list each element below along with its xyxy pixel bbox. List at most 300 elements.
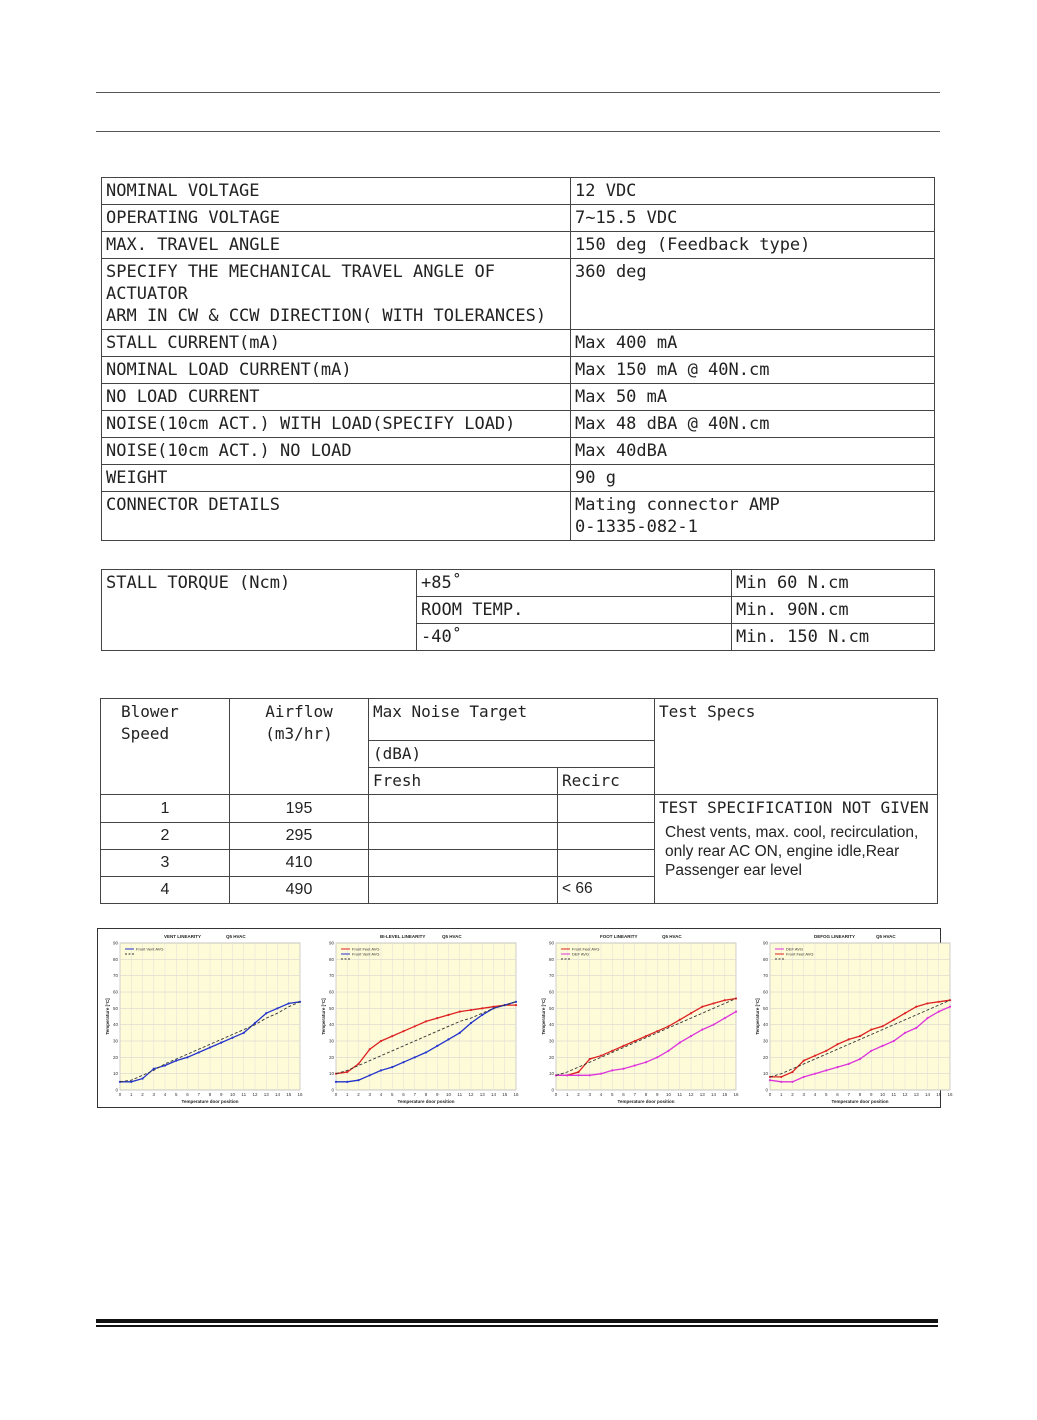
data-point: [447, 1014, 449, 1016]
x-tick-label: 8: [424, 1092, 428, 1097]
spec-value: Max 150 mA @ 40N.cm: [571, 357, 935, 384]
data-point: [769, 1079, 771, 1081]
data-point: [656, 1056, 658, 1058]
data-point: [915, 1027, 917, 1029]
actuator-spec-table: [101, 177, 935, 541]
data-point: [690, 1012, 692, 1014]
y-tick-label: 10: [112, 1071, 118, 1077]
test-spec-cell: [655, 795, 938, 904]
y-tick-label: 80: [548, 956, 554, 962]
data-point: [881, 1025, 883, 1027]
data-point: [634, 1040, 636, 1042]
data-point: [611, 1050, 613, 1052]
data-point: [814, 1055, 816, 1057]
table-row: [102, 178, 935, 205]
spec-key: NOMINAL VOLTAGE: [102, 178, 571, 205]
spec-key: SPECIFY THE MECHANICAL TRAVEL ANGLE OF ACTUATOR ARM IN CW & CCW DIRECTION( WITH TOLERANCES): [102, 259, 571, 330]
legend-label: Front Feet AVG: [352, 946, 380, 952]
data-point: [825, 1050, 827, 1052]
airflow-cell: 490: [230, 877, 369, 904]
x-tick-label: 2: [141, 1092, 144, 1097]
data-point: [589, 1074, 591, 1076]
data-point: [690, 1035, 692, 1037]
x-tick-label: 6: [622, 1092, 625, 1097]
data-point: [357, 1079, 359, 1081]
y-tick-label: 60: [762, 989, 768, 995]
recirc-cell: < 66: [558, 877, 655, 904]
data-point: [803, 1076, 805, 1078]
y-tick-label: 20: [112, 1054, 118, 1060]
x-tick-label: 14: [924, 1092, 931, 1097]
x-tick-label: 7: [633, 1092, 637, 1097]
x-tick-label: 7: [197, 1092, 201, 1097]
x-tick-label: 16: [297, 1092, 303, 1097]
airflow-cell: 195: [230, 795, 369, 823]
y-tick-label: 80: [328, 956, 334, 962]
recirc-cell: [558, 823, 655, 850]
speed-cell: 3: [101, 850, 230, 877]
data-point: [402, 1030, 404, 1032]
x-tick-label: 11: [891, 1092, 897, 1097]
data-point: [346, 1081, 348, 1083]
data-point: [459, 1011, 461, 1013]
data-point: [436, 1045, 438, 1047]
data-point: [600, 1055, 602, 1057]
spec-value: 150 deg (Feedback type): [571, 232, 935, 259]
data-point: [130, 1081, 132, 1083]
data-point: [346, 1071, 348, 1073]
data-point: [276, 1007, 278, 1009]
test-spec-title: TEST SPECIFICATION NOT GIVEN: [659, 798, 929, 817]
x-tick-label: 4: [813, 1092, 817, 1097]
data-point: [566, 1074, 568, 1076]
speed-cell: 2: [101, 823, 230, 850]
x-tick-label: 1: [779, 1092, 783, 1097]
table-row: [102, 438, 935, 465]
x-tick-label: 1: [565, 1092, 569, 1097]
data-point: [577, 1074, 579, 1076]
data-point: [425, 1020, 427, 1022]
x-tick-label: 13: [479, 1092, 485, 1097]
linearity-chart: [104, 929, 309, 1105]
data-point: [470, 1009, 472, 1011]
x-tick-label: 2: [577, 1092, 580, 1097]
y-tick-label: 20: [548, 1054, 554, 1060]
spec-key: NOISE(10cm ACT.) WITH LOAD(SPECIFY LOAD): [102, 411, 571, 438]
y-axis-label: Temperature [°C]: [105, 998, 110, 1035]
speed-cell: 4: [101, 877, 230, 904]
x-tick-label: 3: [368, 1092, 372, 1097]
stall-torque-table: [101, 569, 935, 651]
header-fresh: Fresh: [369, 768, 558, 795]
y-axis-label: Temperature [°C]: [541, 998, 546, 1035]
data-point: [859, 1058, 861, 1060]
x-tick-label: 9: [869, 1092, 873, 1097]
x-tick-label: 4: [163, 1092, 167, 1097]
airflow-cell: 295: [230, 823, 369, 850]
data-point: [881, 1045, 883, 1047]
x-tick-label: 13: [263, 1092, 269, 1097]
spec-key: NOISE(10cm ACT.) NO LOAD: [102, 438, 571, 465]
data-point: [735, 1011, 737, 1013]
x-tick-label: 1: [345, 1092, 349, 1097]
data-point: [265, 1012, 267, 1014]
data-point: [391, 1066, 393, 1068]
data-point: [803, 1060, 805, 1062]
data-point: [915, 1006, 917, 1008]
table-row: [102, 205, 935, 232]
y-tick-label: 30: [112, 1038, 118, 1044]
table-row: [102, 357, 935, 384]
data-point: [414, 1025, 416, 1027]
data-point: [701, 1028, 703, 1030]
data-point: [589, 1058, 591, 1060]
fresh-cell: [369, 795, 558, 823]
data-point: [870, 1028, 872, 1030]
data-point: [380, 1069, 382, 1071]
fresh-cell: [369, 877, 558, 904]
y-tick-label: 70: [548, 973, 554, 979]
spec-key: NOMINAL LOAD CURRENT(mA): [102, 357, 571, 384]
spec-value: Max 40dBA: [571, 438, 935, 465]
x-tick-label: 5: [610, 1092, 614, 1097]
data-point: [645, 1035, 647, 1037]
x-tick-label: 14: [490, 1092, 497, 1097]
chart-title: BI-LEVEL LINEARITY: [380, 934, 426, 939]
data-point: [870, 1050, 872, 1052]
y-tick-label: 30: [548, 1038, 554, 1044]
y-tick-label: 50: [328, 1005, 334, 1011]
data-point: [926, 1002, 928, 1004]
x-tick-label: 2: [357, 1092, 360, 1097]
linearity-chart: [754, 929, 959, 1105]
y-tick-label: 10: [328, 1071, 334, 1077]
x-tick-label: 11: [457, 1092, 463, 1097]
x-tick-label: 3: [152, 1092, 156, 1097]
data-point: [209, 1046, 211, 1048]
data-point: [938, 1001, 940, 1003]
y-tick-label: 90: [548, 940, 554, 946]
data-point: [679, 1042, 681, 1044]
table-row: [102, 232, 935, 259]
data-point: [836, 1043, 838, 1045]
x-tick-label: 15: [936, 1092, 942, 1097]
x-tick-label: 0: [554, 1092, 558, 1097]
table-row: [102, 259, 935, 330]
data-point: [926, 1017, 928, 1019]
table-row: [102, 570, 935, 597]
table-row: [102, 492, 935, 541]
x-tick-label: 14: [274, 1092, 281, 1097]
y-tick-label: 40: [112, 1022, 118, 1028]
chart-subtitle: Q5 HVAC: [876, 934, 896, 939]
spec-key: STALL CURRENT(mA): [102, 330, 571, 357]
x-axis-label: Temperature door position: [181, 1099, 239, 1104]
data-point: [335, 1081, 337, 1083]
table-row: [101, 699, 938, 741]
spec-key: MAX. TRAVEL ANGLE: [102, 232, 571, 259]
torque-value: Min. 150 N.cm: [732, 624, 935, 651]
spec-value: Max 48 dBA @ 40N.cm: [571, 411, 935, 438]
data-point: [515, 1004, 517, 1006]
legend-label: Front Feet AVG: [786, 951, 814, 957]
stall-torque-label: STALL TORQUE (Ncm): [102, 570, 417, 651]
x-tick-label: 8: [858, 1092, 862, 1097]
y-tick-label: 60: [328, 989, 334, 995]
x-tick-label: 0: [118, 1092, 122, 1097]
x-tick-label: 5: [390, 1092, 394, 1097]
data-point: [893, 1040, 895, 1042]
data-point: [391, 1035, 393, 1037]
data-point: [622, 1068, 624, 1070]
data-point: [611, 1069, 613, 1071]
spec-value: 7~15.5 VDC: [571, 205, 935, 232]
y-tick-label: 10: [548, 1071, 554, 1077]
data-point: [254, 1022, 256, 1024]
x-tick-label: 16: [947, 1092, 953, 1097]
y-tick-label: 30: [762, 1038, 768, 1044]
data-point: [380, 1040, 382, 1042]
y-tick-label: 0: [331, 1087, 334, 1093]
data-point: [904, 1032, 906, 1034]
data-point: [577, 1071, 579, 1073]
data-point: [825, 1069, 827, 1071]
header-blower-speed: Blower Speed: [101, 699, 230, 795]
x-tick-label: 6: [836, 1092, 839, 1097]
torque-temp: +85˚: [417, 570, 732, 597]
x-tick-label: 10: [229, 1092, 236, 1097]
x-tick-label: 13: [699, 1092, 705, 1097]
header-rule-top: [96, 92, 940, 93]
x-tick-label: 0: [768, 1092, 772, 1097]
x-tick-label: 7: [847, 1092, 851, 1097]
header-test-specs: Test Specs: [655, 699, 938, 795]
airflow-cell: 410: [230, 850, 369, 877]
data-point: [780, 1081, 782, 1083]
spec-key: NO LOAD CURRENT: [102, 384, 571, 411]
table-row: [101, 795, 938, 823]
data-point: [814, 1073, 816, 1075]
footer-rule-thick: [96, 1319, 938, 1323]
data-point: [459, 1032, 461, 1034]
y-tick-label: 0: [115, 1087, 118, 1093]
y-tick-label: 50: [112, 1005, 118, 1011]
x-tick-label: 7: [413, 1092, 417, 1097]
x-axis-label: Temperature door position: [397, 1099, 455, 1104]
x-tick-label: 1: [129, 1092, 133, 1097]
table-row: [102, 411, 935, 438]
data-point: [515, 1001, 517, 1003]
y-tick-label: 40: [548, 1022, 554, 1028]
linearity-charts-panel: [97, 928, 953, 1108]
x-tick-label: 8: [644, 1092, 648, 1097]
data-point: [667, 1050, 669, 1052]
spec-key: WEIGHT: [102, 465, 571, 492]
y-tick-label: 0: [551, 1087, 554, 1093]
y-tick-label: 60: [112, 989, 118, 995]
header-dba: (dBA): [369, 741, 655, 768]
y-tick-label: 10: [762, 1071, 768, 1077]
chart-title: VENT LINEARITY: [164, 934, 202, 939]
data-point: [836, 1066, 838, 1068]
spec-key: OPERATING VOLTAGE: [102, 205, 571, 232]
data-point: [414, 1056, 416, 1058]
x-tick-label: 4: [599, 1092, 603, 1097]
x-tick-label: 13: [913, 1092, 919, 1097]
data-point: [600, 1073, 602, 1075]
y-tick-label: 60: [548, 989, 554, 995]
spec-value: 12 VDC: [571, 178, 935, 205]
x-tick-label: 12: [468, 1092, 474, 1097]
x-tick-label: 10: [665, 1092, 672, 1097]
data-point: [656, 1030, 658, 1032]
header-rule-bottom: [96, 131, 940, 132]
legend-label: DEF AVG: [786, 946, 804, 952]
x-axis-label: Temperature door position: [617, 1099, 675, 1104]
y-tick-label: 50: [762, 1005, 768, 1011]
y-tick-label: 40: [762, 1022, 768, 1028]
x-tick-label: 11: [241, 1092, 247, 1097]
chart-subtitle: Q5 HVAC: [442, 934, 462, 939]
spec-value: Mating connector AMP 0-1335-082-1: [571, 492, 935, 541]
fresh-cell: [369, 850, 558, 877]
y-tick-label: 90: [328, 940, 334, 946]
data-point: [425, 1051, 427, 1053]
data-point: [288, 1002, 290, 1004]
data-point: [436, 1017, 438, 1019]
x-tick-label: 10: [879, 1092, 886, 1097]
data-point: [848, 1063, 850, 1065]
data-point: [904, 1012, 906, 1014]
x-tick-label: 2: [791, 1092, 794, 1097]
fresh-cell: [369, 823, 558, 850]
x-tick-label: 12: [688, 1092, 694, 1097]
data-point: [938, 1011, 940, 1013]
data-point: [369, 1048, 371, 1050]
y-axis-label: Temperature [°C]: [321, 998, 326, 1035]
data-point: [481, 1007, 483, 1009]
x-tick-label: 6: [186, 1092, 189, 1097]
legend-label: Front Vent AVG: [352, 951, 380, 957]
x-tick-label: 3: [802, 1092, 806, 1097]
spec-value: 90 g: [571, 465, 935, 492]
x-tick-label: 0: [334, 1092, 338, 1097]
data-point: [667, 1025, 669, 1027]
x-tick-label: 15: [722, 1092, 728, 1097]
data-point: [724, 1017, 726, 1019]
torque-value: Min. 90N.cm: [732, 597, 935, 624]
data-point: [893, 1019, 895, 1021]
recirc-cell: [558, 850, 655, 877]
linearity-chart: [320, 929, 525, 1105]
table-row: [102, 465, 935, 492]
x-tick-label: 15: [502, 1092, 508, 1097]
header-max-noise: Max Noise Target: [369, 699, 655, 741]
recirc-cell: [558, 795, 655, 823]
y-tick-label: 50: [548, 1005, 554, 1011]
x-tick-label: 14: [710, 1092, 717, 1097]
x-tick-label: 12: [252, 1092, 258, 1097]
data-point: [198, 1051, 200, 1053]
x-tick-label: 9: [219, 1092, 223, 1097]
header-airflow: Airflow (m3/hr): [230, 699, 369, 795]
y-tick-label: 40: [328, 1022, 334, 1028]
y-tick-label: 20: [762, 1054, 768, 1060]
x-tick-label: 3: [588, 1092, 592, 1097]
speed-cell: 1: [101, 795, 230, 823]
spec-value: Max 50 mA: [571, 384, 935, 411]
x-tick-label: 5: [174, 1092, 178, 1097]
data-point: [634, 1064, 636, 1066]
data-point: [447, 1038, 449, 1040]
data-point: [357, 1063, 359, 1065]
x-tick-label: 12: [902, 1092, 908, 1097]
data-point: [679, 1019, 681, 1021]
torque-value: Min 60 N.cm: [732, 570, 935, 597]
x-tick-label: 6: [402, 1092, 405, 1097]
y-tick-label: 0: [765, 1087, 768, 1093]
data-point: [949, 1006, 951, 1008]
x-tick-label: 16: [513, 1092, 519, 1097]
chart-subtitle: Q5 HVAC: [226, 934, 246, 939]
torque-temp: -40˚: [417, 624, 732, 651]
x-tick-label: 4: [379, 1092, 383, 1097]
y-tick-label: 70: [328, 973, 334, 979]
data-point: [791, 1081, 793, 1083]
x-tick-label: 9: [655, 1092, 659, 1097]
data-point: [780, 1076, 782, 1078]
footer-rule-thin: [96, 1325, 938, 1327]
chart-title: FOOT LINEARITY: [600, 934, 638, 939]
torque-temp: ROOM TEMP.: [417, 597, 732, 624]
data-point: [791, 1071, 793, 1073]
x-tick-label: 9: [435, 1092, 439, 1097]
spec-value: 360 deg: [571, 259, 935, 330]
y-tick-label: 90: [762, 940, 768, 946]
y-tick-label: 20: [328, 1054, 334, 1060]
x-tick-label: 10: [445, 1092, 452, 1097]
data-point: [724, 999, 726, 1001]
y-tick-label: 70: [112, 973, 118, 979]
linearity-chart: [540, 929, 745, 1105]
data-point: [701, 1006, 703, 1008]
y-tick-label: 80: [112, 956, 118, 962]
data-point: [645, 1061, 647, 1063]
spec-key: CONNECTOR DETAILS: [102, 492, 571, 541]
legend-label: DEF AVG: [572, 951, 590, 957]
table-row: [102, 384, 935, 411]
x-tick-label: 11: [677, 1092, 683, 1097]
data-point: [622, 1045, 624, 1047]
test-spec-description: Chest vents, max. cool, recirculation, only rear AC ON, engine idle,Rear Passenger ear level: [665, 824, 919, 879]
y-tick-label: 30: [328, 1038, 334, 1044]
data-point: [186, 1056, 188, 1058]
data-point: [481, 1014, 483, 1016]
data-point: [712, 1002, 714, 1004]
legend-label: Front Feet AVG: [572, 946, 600, 952]
data-point: [848, 1038, 850, 1040]
y-tick-label: 80: [762, 956, 768, 962]
data-point: [243, 1032, 245, 1034]
x-tick-label: 8: [208, 1092, 212, 1097]
data-point: [859, 1035, 861, 1037]
x-tick-label: 15: [286, 1092, 292, 1097]
y-tick-label: 70: [762, 973, 768, 979]
data-point: [712, 1024, 714, 1026]
table-row: [102, 330, 935, 357]
x-tick-label: 16: [733, 1092, 739, 1097]
chart-title: DEFOG LINEARITY: [814, 934, 856, 939]
